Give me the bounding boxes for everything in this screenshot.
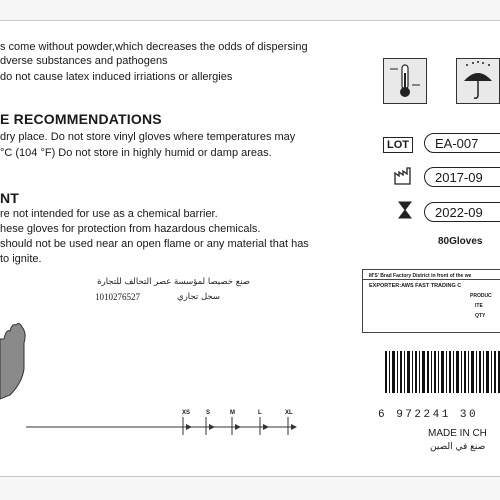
intro-line-2: dverse substances and pathogens	[0, 55, 168, 67]
commercial-register-number: 1010276527	[95, 292, 140, 302]
intro-line-1: s come without powder,which decreases the odds of dispersing	[0, 41, 308, 53]
umbrella-rain-icon	[456, 58, 500, 104]
lot-number: EA-007	[424, 133, 500, 153]
shipping-qty: QTY	[475, 313, 486, 319]
size-label-l: L	[258, 410, 262, 416]
factory-icon	[394, 167, 414, 185]
shipping-product: PRODUC	[470, 293, 492, 299]
expiry-date: 2022-09	[424, 202, 500, 222]
shipping-top-line: M'S' Brad Factory District in front of the we	[369, 273, 472, 279]
warning-heading: NT	[0, 190, 20, 206]
storage-line-1: dry place. Do not store vinyl gloves where temperatures may	[0, 131, 296, 143]
size-label-m: M	[230, 410, 235, 416]
glove-hand-icon	[0, 323, 25, 399]
size-label-s: S	[206, 410, 211, 416]
thermometer-icon	[383, 58, 427, 104]
made-in-label: MADE IN CH	[428, 428, 487, 439]
commercial-register-label: سجل تجاري	[177, 292, 220, 302]
size-chart	[0, 321, 310, 436]
warning-line-4: to ignite.	[0, 253, 42, 265]
barcode	[385, 351, 500, 393]
manufacture-date: 2017-09	[424, 167, 500, 187]
barcode-digits: 6 972241 30	[378, 409, 479, 421]
warning-line-1: re not intended for use as a chemical barrier.	[0, 208, 218, 220]
storage-line-2: °C (104 °F) Do not store in highly humid or damp areas.	[0, 147, 272, 159]
warning-line-3: should not be used near an open flame or any material that has	[0, 238, 309, 250]
size-label-xl: XL	[285, 410, 293, 416]
size-label-xs: XS	[182, 410, 191, 416]
lot-box-icon: LOT	[383, 137, 413, 153]
warning-line-2: hese gloves for protection from hazardous chemicals.	[0, 223, 261, 235]
shipping-exporter: EXPORTER:AWS FAST TRADING C	[369, 283, 462, 289]
shipping-item: ITE	[475, 303, 483, 309]
arabic-manufacturer: صنع خصيصا لمؤسسة عصر التحالف للتجارة	[97, 277, 250, 287]
shipping-label	[362, 269, 500, 333]
glove-package-label	[0, 20, 500, 477]
intro-line-3: do not cause latex induced irriations or allergies	[0, 71, 233, 83]
quantity-label: 80Gloves	[438, 236, 483, 247]
storage-heading: E RECOMMENDATIONS	[0, 111, 162, 127]
hourglass-icon	[398, 201, 412, 219]
made-in-arabic: صنع في الصين	[430, 442, 486, 452]
